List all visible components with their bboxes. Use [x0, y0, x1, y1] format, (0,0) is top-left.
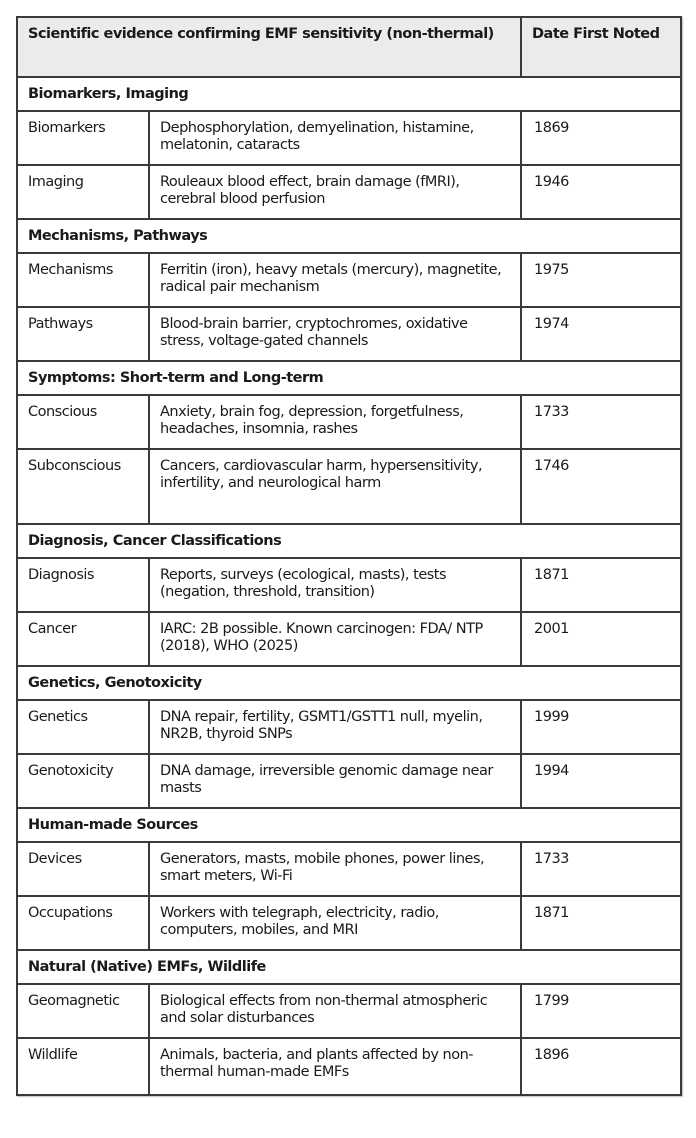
date-cell: 1733: [521, 842, 681, 896]
category-cell: Cancer: [17, 612, 149, 666]
category-cell: Biomarkers: [17, 111, 149, 165]
category-cell: Conscious: [17, 395, 149, 449]
evidence-cell: Cancers, cardiovascular harm, hypersensitivity, infertility, and neurological harm: [149, 449, 521, 524]
evidence-cell: Anxiety, brain fog, depression, forgetfulness, headaches, insomnia, rashes: [149, 395, 521, 449]
table-row: [17, 896, 681, 950]
category-cell: Genotoxicity: [17, 754, 149, 808]
category-cell: Diagnosis: [17, 558, 149, 612]
category-cell: Subconscious: [17, 449, 149, 524]
emf-evidence-table: [16, 16, 682, 1096]
date-cell: 1974: [521, 307, 681, 361]
section-title: Natural (Native) EMFs, Wildlife: [17, 950, 681, 984]
section-row: [17, 808, 681, 842]
section-row: [17, 77, 681, 111]
date-cell: 1799: [521, 984, 681, 1038]
date-cell: 1746: [521, 449, 681, 524]
table-row: [17, 754, 681, 808]
evidence-cell: Biological effects from non-thermal atmospheric and solar disturbances: [149, 984, 521, 1038]
table-row: [17, 558, 681, 612]
section-row: [17, 219, 681, 253]
category-cell: Wildlife: [17, 1038, 149, 1095]
evidence-cell: Animals, bacteria, and plants affected by non-thermal human-made EMFs: [149, 1038, 521, 1095]
date-cell: 1946: [521, 165, 681, 219]
category-cell: Devices: [17, 842, 149, 896]
table-row: [17, 449, 681, 524]
table-header-row: [17, 17, 681, 77]
category-cell: Genetics: [17, 700, 149, 754]
section-row: [17, 524, 681, 558]
table-row: [17, 307, 681, 361]
header-date-first-noted: Date First Noted: [521, 17, 681, 77]
section-title: Mechanisms, Pathways: [17, 219, 681, 253]
section-row: [17, 950, 681, 984]
evidence-cell: Reports, surveys (ecological, masts), tests (negation, threshold, transition): [149, 558, 521, 612]
date-cell: 1994: [521, 754, 681, 808]
date-cell: 1871: [521, 896, 681, 950]
category-cell: Geomagnetic: [17, 984, 149, 1038]
date-cell: 1869: [521, 111, 681, 165]
date-cell: 1999: [521, 700, 681, 754]
evidence-cell: DNA damage, irreversible genomic damage near masts: [149, 754, 521, 808]
section-title: Diagnosis, Cancer Classifications: [17, 524, 681, 558]
evidence-cell: DNA repair, fertility, GSMT1/GSTT1 null, myelin, NR2B, thyroid SNPs: [149, 700, 521, 754]
section-title: Genetics, Genotoxicity: [17, 666, 681, 700]
evidence-cell: Blood-brain barrier, cryptochromes, oxidative stress, voltage-gated channels: [149, 307, 521, 361]
table-row: [17, 1038, 681, 1095]
section-row: [17, 666, 681, 700]
evidence-cell: Ferritin (iron), heavy metals (mercury), magnetite, radical pair mechanism: [149, 253, 521, 307]
evidence-cell: Workers with telegraph, electricity, radio, computers, mobiles, and MRI: [149, 896, 521, 950]
date-cell: 1896: [521, 1038, 681, 1095]
header-evidence: Scientific evidence confirming EMF sensitivity (non-thermal): [17, 17, 521, 77]
table-row: [17, 984, 681, 1038]
table-row: [17, 842, 681, 896]
category-cell: Mechanisms: [17, 253, 149, 307]
date-cell: 1871: [521, 558, 681, 612]
table-row: [17, 253, 681, 307]
category-cell: Imaging: [17, 165, 149, 219]
section-title: Biomarkers, Imaging: [17, 77, 681, 111]
evidence-cell: Dephosphorylation, demyelination, histamine, melatonin, cataracts: [149, 111, 521, 165]
evidence-cell: IARC: 2B possible. Known carcinogen: FDA/ NTP (2018), WHO (2025): [149, 612, 521, 666]
category-cell: Occupations: [17, 896, 149, 950]
category-cell: Pathways: [17, 307, 149, 361]
table-row: [17, 165, 681, 219]
table-row: [17, 612, 681, 666]
evidence-cell: Rouleaux blood effect, brain damage (fMRI), cerebral blood perfusion: [149, 165, 521, 219]
table-row: [17, 111, 681, 165]
section-title: Symptoms: Short-term and Long-term: [17, 361, 681, 395]
section-row: [17, 361, 681, 395]
date-cell: 1975: [521, 253, 681, 307]
section-title: Human-made Sources: [17, 808, 681, 842]
evidence-cell: Generators, masts, mobile phones, power lines, smart meters, Wi-Fi: [149, 842, 521, 896]
table-row: [17, 700, 681, 754]
date-cell: 2001: [521, 612, 681, 666]
date-cell: 1733: [521, 395, 681, 449]
table-row: [17, 395, 681, 449]
